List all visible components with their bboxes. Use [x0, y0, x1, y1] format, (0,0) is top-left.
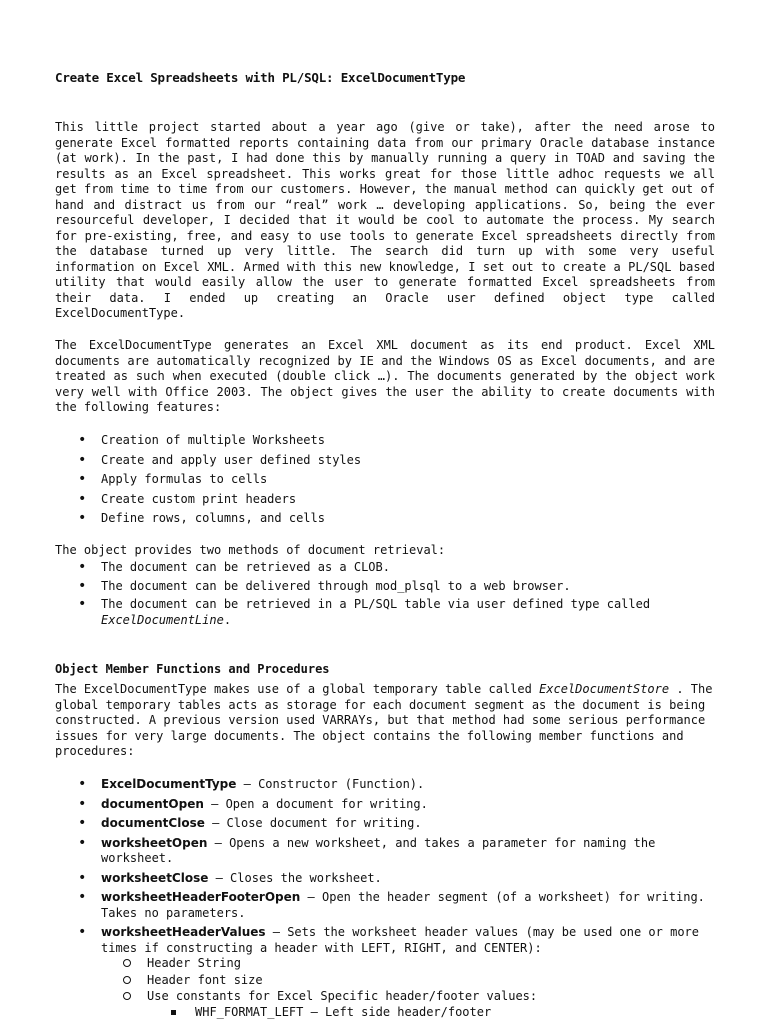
members-paragraph: The ExcelDocumentType makes use of a global temporary table called ExcelDocumentStore . The global temporary tables acts as storage for each document segment as the document is being constructed. A previous version used VARRAYs, but that method had some serious performance issues for very large documents. The object contains the following member functions and procedures: — [55, 682, 713, 758]
list-item: • documentClose – Close document for writing. — [78, 815, 422, 831]
bullet-icon: • — [78, 815, 87, 831]
bullet-icon: • — [78, 490, 87, 507]
bullet-icon: • — [78, 834, 87, 851]
features-list — [75, 433, 715, 531]
list-item: • ExcelDocumentType – Constructor (Function). — [78, 776, 425, 792]
list-item: • Create and apply user defined styles — [78, 451, 362, 468]
bullet-icon: • — [78, 559, 87, 575]
bullet-icon: • — [78, 471, 87, 487]
bullet-icon: • — [78, 510, 87, 526]
list-item: • worksheetClose – Closes the worksheet. — [78, 869, 382, 886]
square-bullet-icon — [171, 1010, 176, 1015]
list-item: • Create custom print headers — [78, 490, 297, 507]
list-item: • documentOpen – Open a document for writing. — [78, 795, 428, 812]
member-name: worksheetOpen — [101, 835, 208, 850]
sub-list-item: Use constants for Excel Specific header/footer values: WHF_FORMAT_LEFT – Left side header/footer — [121, 989, 715, 1020]
list-item: • worksheetOpen – Opens a new worksheet, and takes a parameter for naming the worksheet. — [78, 834, 656, 865]
bullet-icon: • — [78, 596, 87, 612]
list-item: • worksheetHeaderFooterOpen – Open the header segment (of a worksheet) for writing. Takes no parameters. — [78, 889, 705, 920]
bullet-icon: • — [78, 869, 87, 886]
list-item: • The document can be retrieved as a CLOB. — [78, 559, 390, 575]
type-name: ExcelDocumentLine — [101, 612, 224, 627]
member-name: ExcelDocumentType — [101, 777, 237, 791]
sub-list-item: Header font size — [121, 973, 715, 989]
bullet-icon: • — [78, 924, 87, 940]
list-item: • worksheetHeaderValues – Sets the worksheet header values (may be used one or more times if constructing a header with LEFT, RIGHT, and CENTER): Header String Header font size Use constants for Excel Specific header/footer values: WHF_FORMAT_LEFT – Left side header/footer — [75, 925, 715, 1020]
member-name: documentOpen — [101, 796, 204, 811]
sub-sub-list-item: WHF_FORMAT_LEFT – Left side header/footer — [169, 1005, 715, 1021]
list-item: • The document can be retrieved in a PL/SQL table via user defined type called ExcelDocumentLine. — [78, 596, 651, 627]
list-item: • Define rows, columns, and cells — [78, 510, 325, 526]
header-values-sublist — [121, 956, 715, 1020]
bullet-icon: • — [78, 451, 87, 468]
list-item: • Creation of multiple Worksheets — [78, 432, 325, 448]
table-name: ExcelDocumentStore — [539, 682, 670, 696]
header-constants-sublist — [169, 1005, 715, 1021]
list-item: • The document can be delivered through mod_plsql to a web browser. — [78, 577, 571, 594]
circle-bullet-icon — [123, 959, 131, 967]
retrieval-intro: The object provides two methods of document retrieval: — [55, 543, 446, 557]
member-name: documentClose — [101, 816, 205, 830]
retrieval-list — [75, 560, 715, 631]
intro-paragraph: This little project started about a year ago (give or take), after the need arose to generate Excel formatted reports containing data from our primary Oracle database instance (at work). In the past, I had done this by manually running a query in TOAD and saving the results as an Excel spreadsheet. This works great for those little adhoc requests we all get from time to time from our customers. However, the manual method can quickly get out of hand and distract us from our “real” work … developing applications. So, being the ever resourceful developer, I decided that it would be cool to automate the process. My search for pre-existing, free, and easy to use tools to generate Excel spreadsheets directly from the database turned up very little. The search did turn up with some very useful information on Excel XML. Armed with this new knowledge, I set out to create a PL/SQL based utility that would easily allow the user to generate formatted Excel spreadsheets from their data. I ended up creating an Oracle user defined object type called ExcelDocumentType. — [55, 120, 715, 320]
bullet-icon: • — [78, 577, 87, 594]
page-title: Create Excel Spreadsheets with PL/SQL: ExcelDocumentType — [55, 70, 466, 85]
sub-list-item: Header String — [121, 956, 715, 972]
member-name: worksheetClose — [101, 870, 209, 885]
bullet-icon: • — [78, 889, 87, 905]
bullet-icon: • — [78, 432, 87, 448]
bullet-icon: • — [78, 776, 87, 792]
circle-bullet-icon — [123, 976, 131, 984]
member-name: worksheetHeaderFooterOpen — [101, 890, 301, 904]
list-item: • Apply formulas to cells — [78, 471, 268, 487]
circle-bullet-icon — [123, 992, 131, 1000]
bullet-icon: • — [78, 795, 87, 812]
member-name: worksheetHeaderValues — [101, 925, 266, 939]
features-paragraph: The ExcelDocumentType generates an Excel XML document as its end product. Excel XML documents are automatically recognized by IE and the Windows OS as Excel documents, and are treated as such when executed (double click …). The documents generated by the object work very well with Office 2003. The object gives the user the ability to create documents with the following features: — [55, 338, 715, 414]
members-list — [75, 777, 715, 1024]
section-heading: Object Member Functions and Procedures — [55, 662, 330, 676]
